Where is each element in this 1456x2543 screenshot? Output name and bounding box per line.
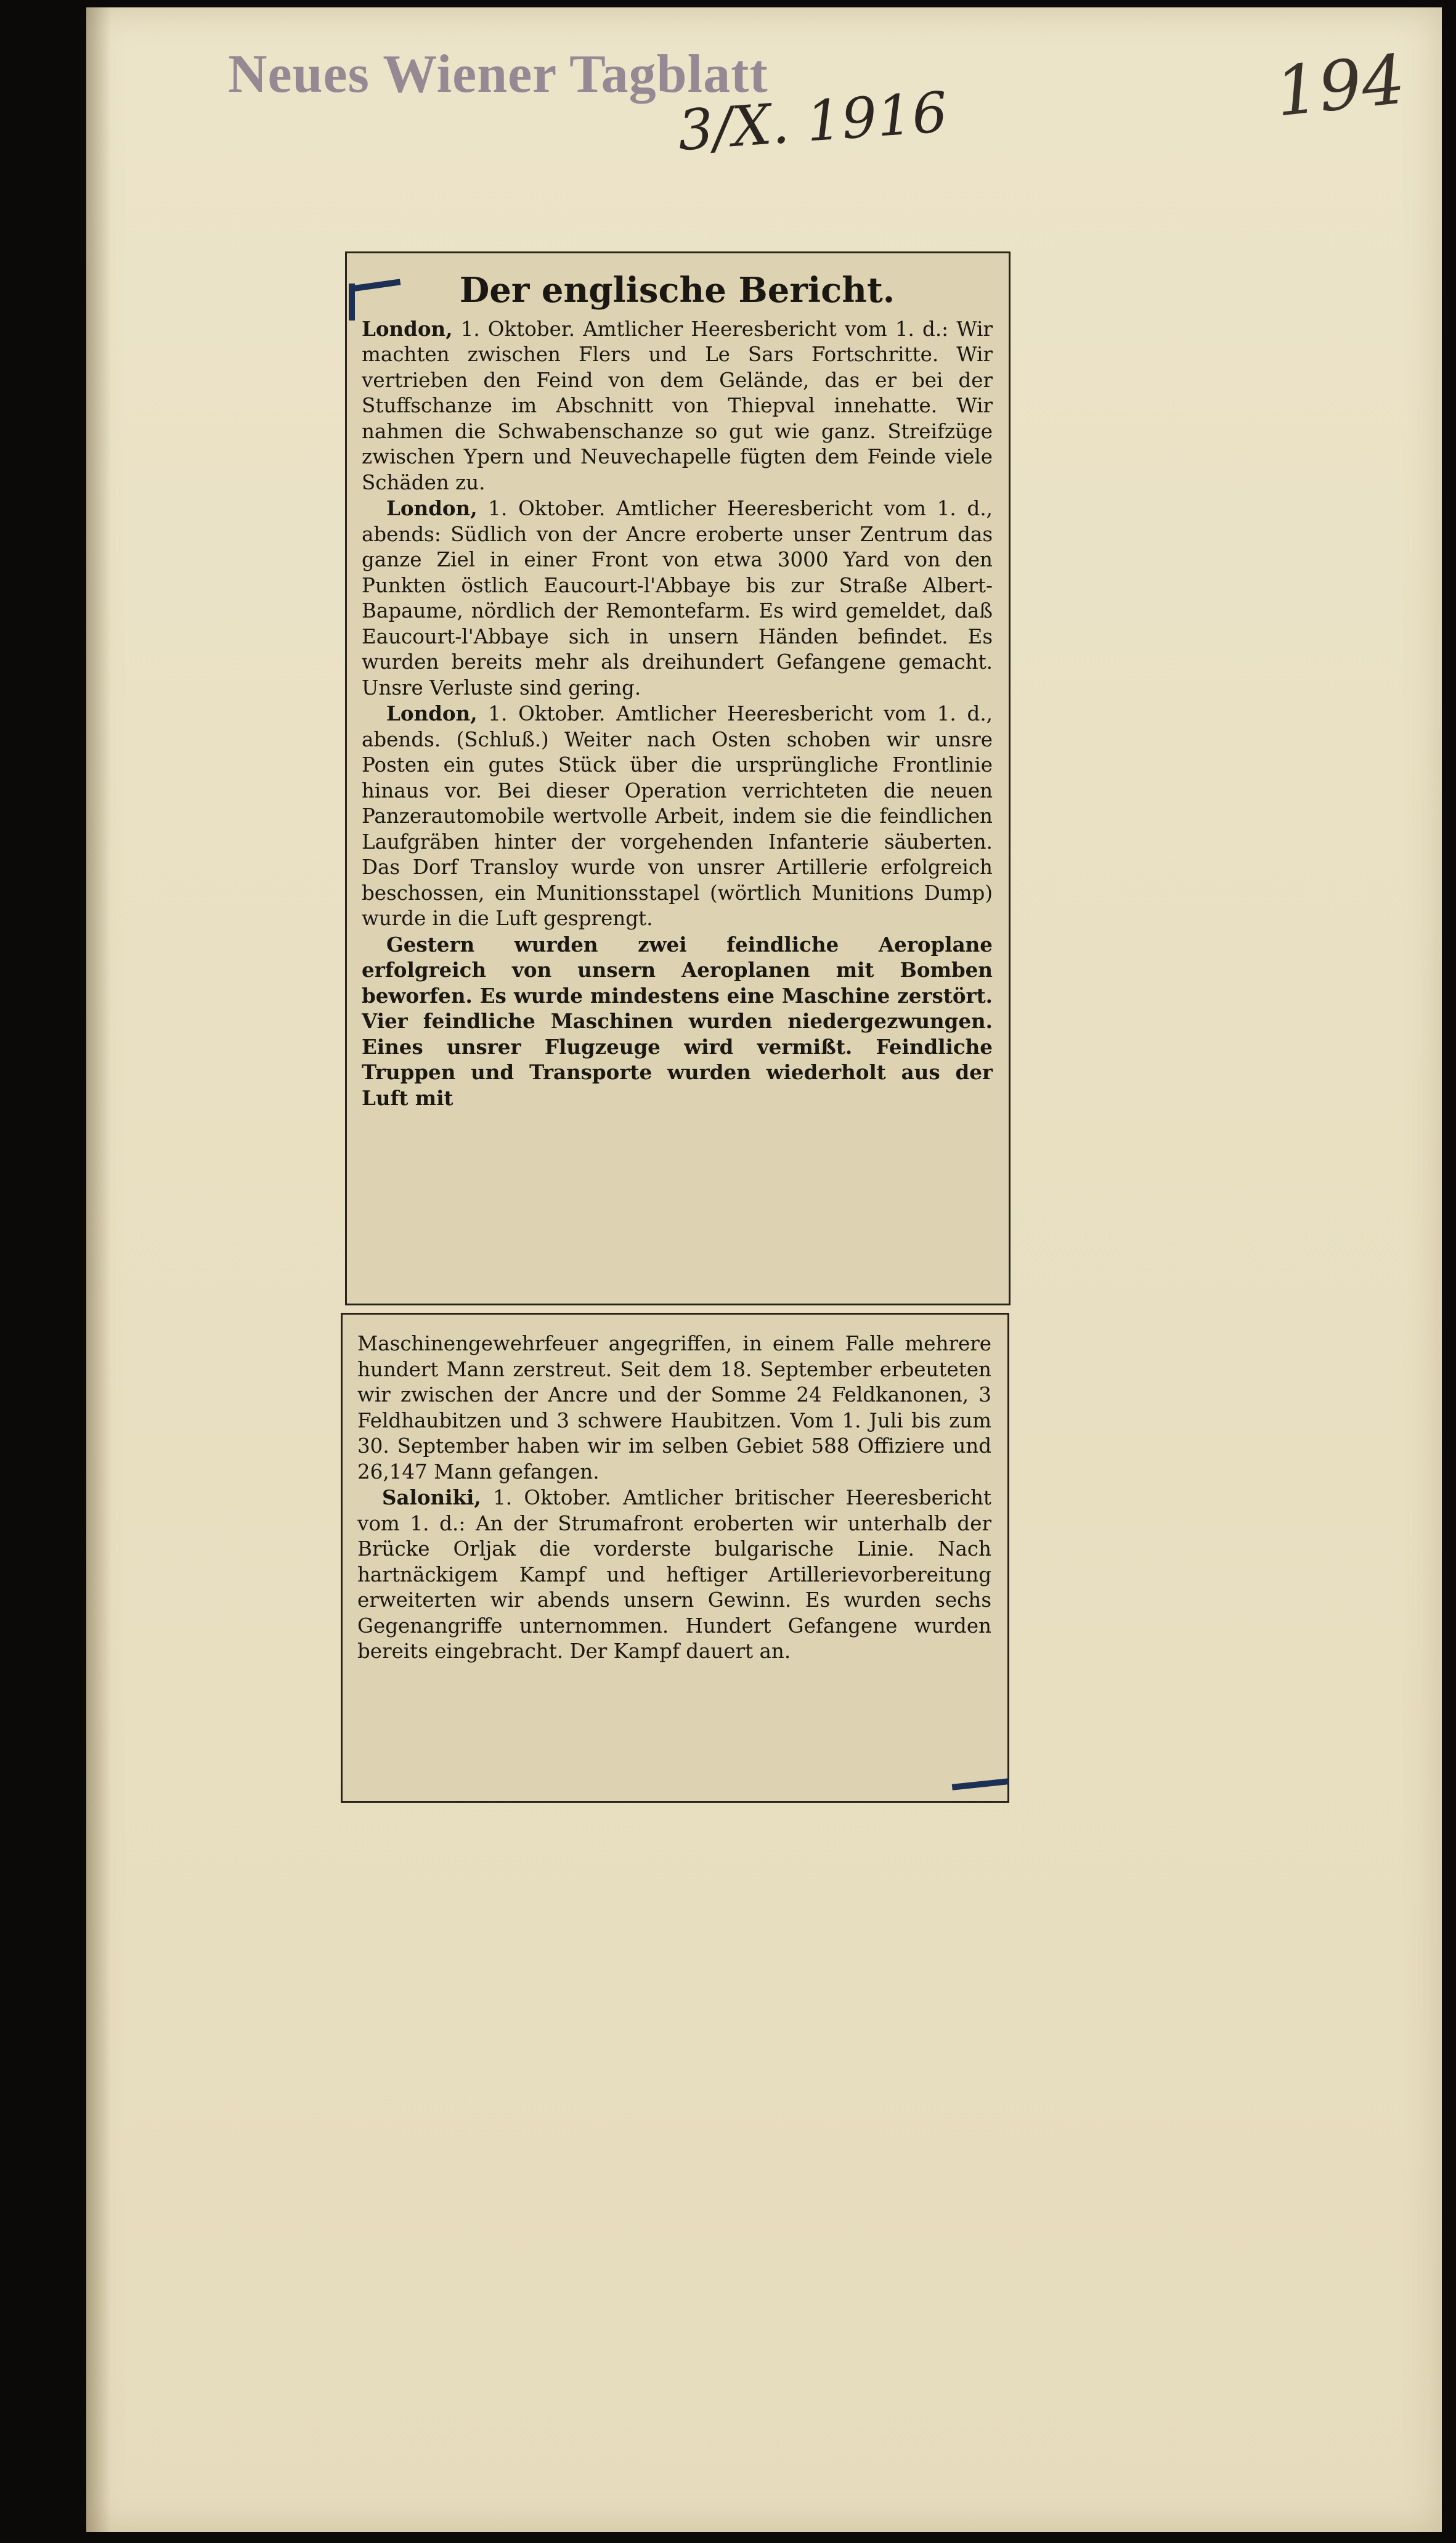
newspaper-clipping-continued bbox=[341, 1313, 1009, 1803]
dateline: London, bbox=[386, 701, 478, 726]
newspaper-clipping-main bbox=[345, 251, 1011, 1305]
blue-pencil-mark bbox=[349, 284, 355, 320]
paragraph-text: 1. Oktober. Amtlicher Heeresbericht vom 1. d., abends. (Schluß.) Weiter nach Osten schoben wir unsre Posten ein gutes Stück über die ursprüngliche Frontlinie hinaus vor. Bei dieser Operation verrichteten die neuen Panzerautomobile wertvolle Arbeit, indem sie die feindlichen Laufgräben hinter der vorgehenden Infanterie säuberten. Das Dorf Transloy wurde von unsrer Artillerie erfolgreich beschossen, ein Munitionsstapel (wörtlich Munitions Dump) wurde in die Luft gesprengt. bbox=[362, 702, 993, 931]
paragraph-text: Gestern wurden zwei feindliche Aeroplane erfolgreich von unsern Aeroplanen mit Bomben beworfen. Es wurde mindestens eine Maschine zerstört. Vier feindliche Maschinen wurden niedergezwungen. Eines unsrer Flugzeuge wird vermißt. Feindliche Truppen und Transporte wurden wiederholt aus der Luft mit bbox=[362, 932, 993, 1110]
dateline: London, bbox=[362, 316, 453, 341]
handwritten-date: 3/X. 1916 bbox=[675, 80, 950, 164]
report-paragraph bbox=[362, 316, 993, 496]
paragraph-text: Maschinengewehrfeuer angegriffen, in einem Falle mehrere hundert Mann zerstreut. Seit dem 18. September erbeuteten wir zwischen der Ancre und der Somme 24 Feldkanonen, 3 Feldhaubitzen und 3 schwere Haubitzen. Vom 1. Juli bis zum 30. September haben wir im selben Gebiet 588 Offiziere und 26,147 Mann gefangen. bbox=[357, 1332, 991, 1484]
report-paragraph bbox=[362, 701, 993, 932]
report-paragraph bbox=[362, 496, 993, 701]
dateline: London, bbox=[386, 496, 478, 521]
dateline: Saloniki, bbox=[382, 1485, 481, 1509]
report-paragraph bbox=[357, 1331, 991, 1485]
newspaper-stamp: Neues Wiener Tagblatt bbox=[228, 44, 768, 104]
paragraph-text: 1. Oktober. Amtlicher Heeresbericht vom 1. d., abends: Südlich von der Ancre eroberte unser Zentrum das ganze Ziel in einer Front von etwa 3000 Yard von den Punkten östlich Eaucourt-l'Abbaye bis zur Straße Albert-Bapaume, nördlich der Remontefarm. Es wird gemeldet, daß Eaucourt-l'Abbaye sich in unsern Händen befindet. Es wurden bereits mehr als dreihundert Gefangene gemacht. Unsre Verluste sind gering. bbox=[362, 497, 993, 700]
report-paragraph bbox=[357, 1485, 991, 1665]
folio-number: 194 bbox=[1271, 39, 1409, 132]
report-paragraph bbox=[362, 932, 993, 1111]
sheet-edge-shadow bbox=[86, 7, 111, 2532]
clipping-headline: Der englische Bericht. bbox=[459, 270, 895, 311]
paragraph-text: 1. Oktober. Amtlicher Heeresbericht vom 1. d.: Wir machten zwischen Flers und Le Sars Fortschritte. Wir vertrieben den Feind von dem Gelände, das er bei der Stuffschanze im Abschnitt von Thiepval innehatte. Wir nahmen die Schwabenschanze so gut wie ganz. Streifzüge zwischen Ypern und Neuvechapelle fügten dem Feinde viele Schäden zu. bbox=[362, 317, 993, 494]
paragraph-text: 1. Oktober. Amtlicher britischer Heeresbericht vom 1. d.: An der Strumafront eroberten wir unterhalb der Brücke Orljak die vorderste bulgarische Linie. Nach hartnäckigem Kampf und heftiger Artillerievorbereitung erweiterten wir abends unsern Gewinn. Es wurden sechs Gegenangriffe unternommen. Hundert Gefangene wurden bereits eingebracht. Der Kampf dauert an. bbox=[357, 1486, 991, 1663]
